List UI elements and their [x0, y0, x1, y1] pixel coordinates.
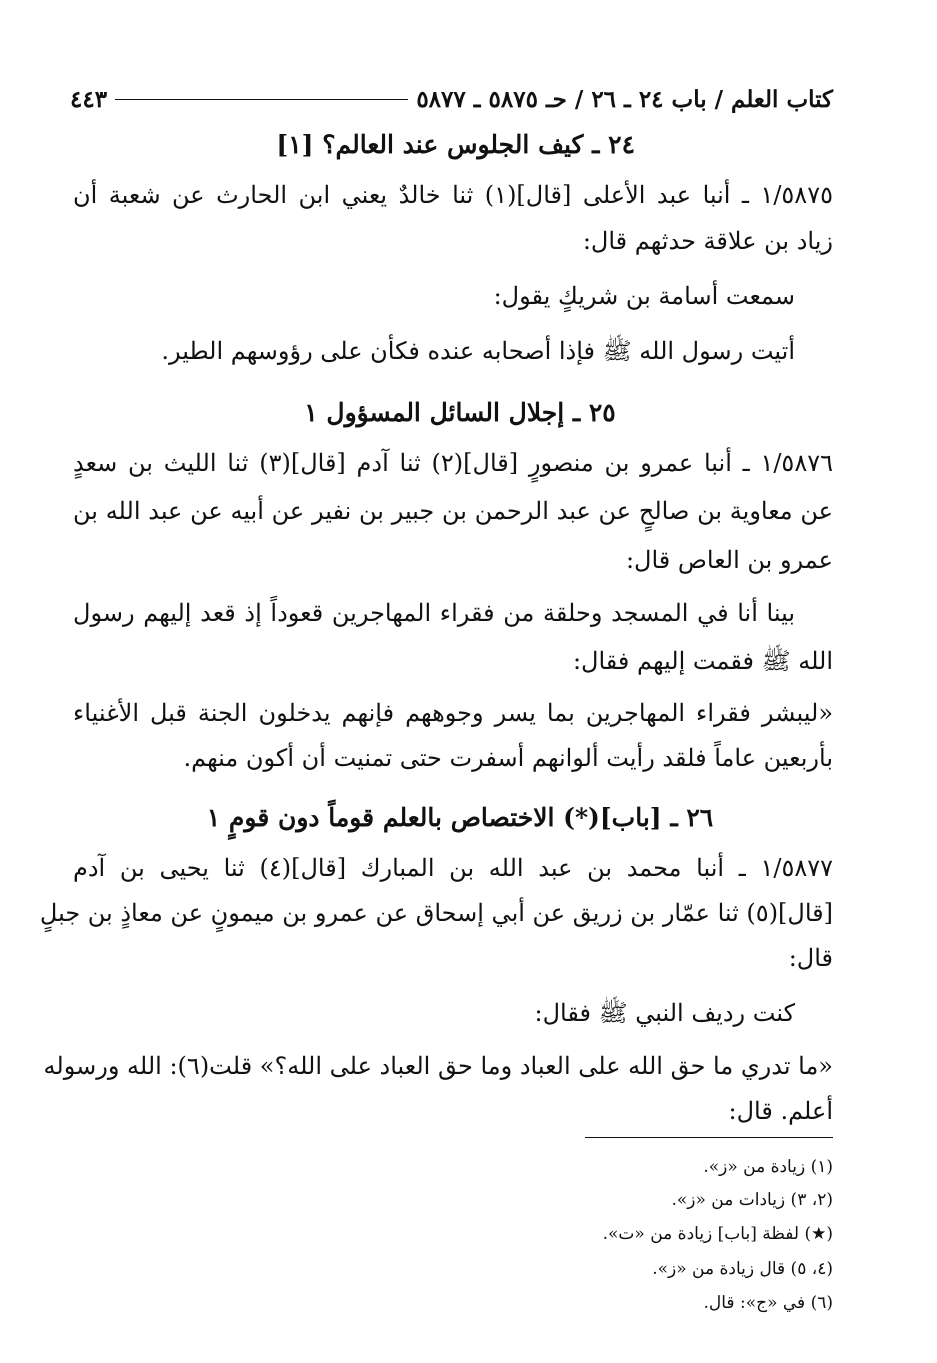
text-line: سمعت أسامة بن شريكٍ يقول: [493, 282, 795, 310]
text-line: «ليبشر فقراء المهاجرين بما يسر وجوههم فإنهم يدخلون الجنة قبل الأغنياء [73, 699, 833, 727]
text-line: عن معاوية بن صالحٍ عن عبد الرحمن بن جبير بن نفير عن أبيه عن عبد الله بن [73, 497, 833, 525]
text-line: الله ﷺ فقمت إليهم فقال: [572, 647, 833, 675]
section-heading-25: ٢٥ ـ إجلال السائل المسؤول ١ [304, 398, 616, 427]
text-line: بينا أنا في المسجد وحلقة من فقراء المهاجرين قعوداً إذ قعد إليهم رسول [73, 599, 795, 627]
text-line: ١/٥٨٧٦ ـ أنبا عمرو بن منصورٍ [قال](٢) ثنا آدم [قال](٣) ثنا الليث بن سعدٍ [73, 449, 833, 477]
text-line: أعلم. قال: [728, 1097, 833, 1125]
running-title: كتاب العلم / باب ٢٤ ـ ٢٦ / حـ ٥٨٧٥ ـ ٥٨٧٧ [416, 85, 833, 113]
text-line: «ما تدري ما حق الله على العباد وما حق العباد على الله؟» قلت(٦): الله ورسوله [43, 1052, 833, 1080]
page-header [70, 82, 833, 116]
footnote: (٢، ٣) زيادات من «ز». [671, 1190, 833, 1210]
section-heading-26: ٢٦ ـ [باب](*) الاختصاص بالعلم قوماً دون قومٍ ١ [206, 803, 714, 832]
footnote: (★) لفظة [باب] زيادة من «ت». [602, 1224, 833, 1244]
footnote: (٤، ٥) قال زيادة من «ز». [652, 1259, 833, 1279]
text-line: عمرو بن العاص قال: [625, 546, 833, 574]
text-line: ١/٥٨٧٥ ـ أنبا عبد الأعلى [قال](١) ثنا خالدٌ يعني ابن الحارث عن شعبة أن [73, 181, 833, 209]
section-heading-24: ٢٤ ـ كيف الجلوس عند العالم؟ [١] [276, 130, 635, 159]
text-line: بأربعين عاماً فلقد رأيت ألوانهم أسفرت حتى تمنيت أن أكون منهم. [183, 744, 833, 772]
text-line: [قال](٥) ثنا عمّار بن زريق عن أبي إسحاق عن عمرو بن ميمونٍ عن معاذٍ بن جبلٍ [39, 899, 833, 927]
text-line: ١/٥٨٧٧ ـ أنبا محمد بن عبد الله بن المبارك [قال](٤) ثنا يحيى بن آدم [73, 854, 834, 882]
page-number: ٤٤٣ [70, 85, 108, 113]
text-line: قال: [788, 944, 833, 972]
footnote: (١) زيادة من «ز». [703, 1157, 833, 1177]
text-line: كنت رديف النبي ﷺ فقال: [534, 999, 795, 1027]
text-line: أتيت رسول الله ﷺ فإذا أصحابه عنده فكأن على رؤوسهم الطير. [161, 337, 795, 365]
footnote-rule [585, 1137, 833, 1138]
header-rule [115, 99, 408, 100]
text-line: زياد بن علاقة حدثهم قال: [582, 227, 833, 255]
footnote: (٦) في «ج»: قال. [703, 1293, 833, 1313]
